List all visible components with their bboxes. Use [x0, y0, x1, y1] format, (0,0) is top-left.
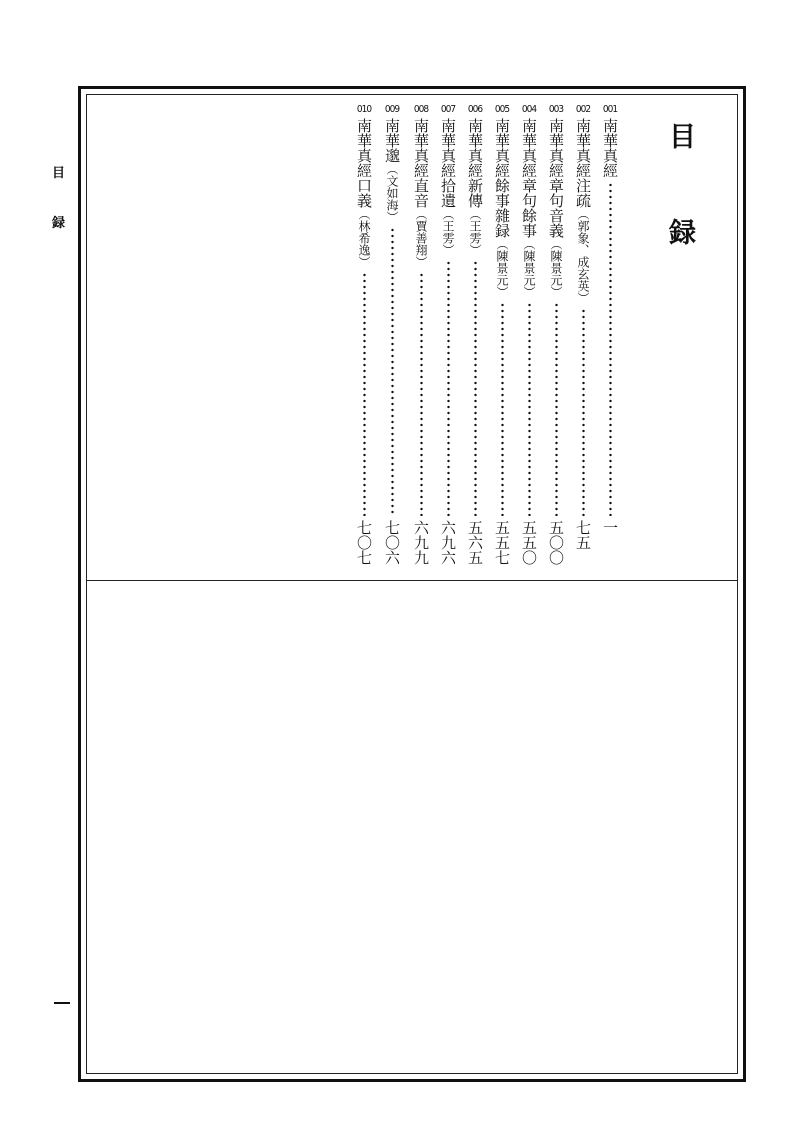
section-divider	[87, 580, 737, 581]
leader-dots	[363, 272, 366, 516]
entry-author: （陳景元）	[549, 238, 563, 298]
leader-dots	[528, 302, 531, 516]
toc-entry[interactable]	[380, 104, 404, 580]
leader-dots	[474, 260, 477, 516]
entry-title: 南華真經	[601, 118, 619, 178]
leader-dots	[420, 272, 423, 516]
entry-number: 010	[356, 104, 372, 115]
margin-title-char-2: 録	[52, 216, 66, 231]
page-title: 目 録	[664, 122, 695, 276]
toc-entry[interactable]	[598, 104, 622, 580]
toc-entry[interactable]	[571, 104, 595, 580]
leader-dots	[555, 302, 558, 516]
toc-entry[interactable]	[436, 104, 460, 580]
entry-page: 六九六	[439, 520, 457, 565]
entry-author: （郭象、成玄英）	[576, 208, 590, 304]
entry-page: 七〇六	[383, 520, 401, 565]
toc-entry[interactable]	[517, 104, 541, 580]
entry-number: 005	[494, 104, 510, 115]
page-number-mark	[54, 1002, 70, 1004]
entry-title: 南華真經餘事雜録	[493, 118, 511, 238]
toc-entry[interactable]	[490, 104, 514, 580]
entry-number: 001	[602, 104, 618, 115]
entry-title: 南華真經新傳	[466, 118, 484, 208]
entry-page: 六九九	[412, 520, 430, 565]
entry-page: 五六五	[466, 520, 484, 565]
entry-number: 009	[384, 104, 400, 115]
toc-entry[interactable]	[544, 104, 568, 580]
entry-title: 南華真經口義	[355, 118, 373, 208]
entry-title: 南華真經直音	[412, 118, 430, 208]
entry-number: 007	[440, 104, 456, 115]
entry-page: 七五	[574, 520, 592, 550]
toc-entry[interactable]	[409, 104, 433, 580]
entry-title: 南華邈	[383, 118, 401, 163]
entry-page: 一	[601, 520, 619, 535]
entry-page: 五五七	[493, 520, 511, 565]
leader-dots	[447, 260, 450, 516]
entry-title: 南華真經拾遺	[439, 118, 457, 208]
toc-entry[interactable]	[463, 104, 487, 580]
entry-page: 五〇〇	[547, 520, 565, 565]
entry-page: 七〇七	[355, 520, 373, 565]
table-of-contents	[350, 104, 630, 580]
entry-author: （王雱）	[468, 208, 482, 256]
toc-entry[interactable]	[352, 104, 376, 580]
entry-author: （林希逸）	[357, 208, 371, 268]
entry-number: 002	[575, 104, 591, 115]
entry-author: （陳景元）	[522, 238, 536, 298]
entry-number: 003	[548, 104, 564, 115]
entry-title: 南華真經章句餘事	[520, 118, 538, 238]
leader-dots	[609, 182, 612, 516]
entry-author: （文如海）	[385, 163, 399, 223]
entry-title: 南華真經章句音義	[547, 118, 565, 238]
leader-dots	[391, 227, 394, 516]
entry-author: （王雱）	[441, 208, 455, 256]
entry-title: 南華真經注疏	[574, 118, 592, 208]
entry-number: 006	[467, 104, 483, 115]
entry-number: 004	[521, 104, 537, 115]
entry-number: 008	[413, 104, 429, 115]
leader-dots	[582, 308, 585, 516]
margin-title-char-1: 目	[52, 166, 66, 181]
entry-author: （陳景元）	[495, 238, 509, 298]
leader-dots	[501, 302, 504, 516]
entry-author: （賈善翔）	[414, 208, 428, 268]
entry-page: 五五〇	[520, 520, 538, 565]
